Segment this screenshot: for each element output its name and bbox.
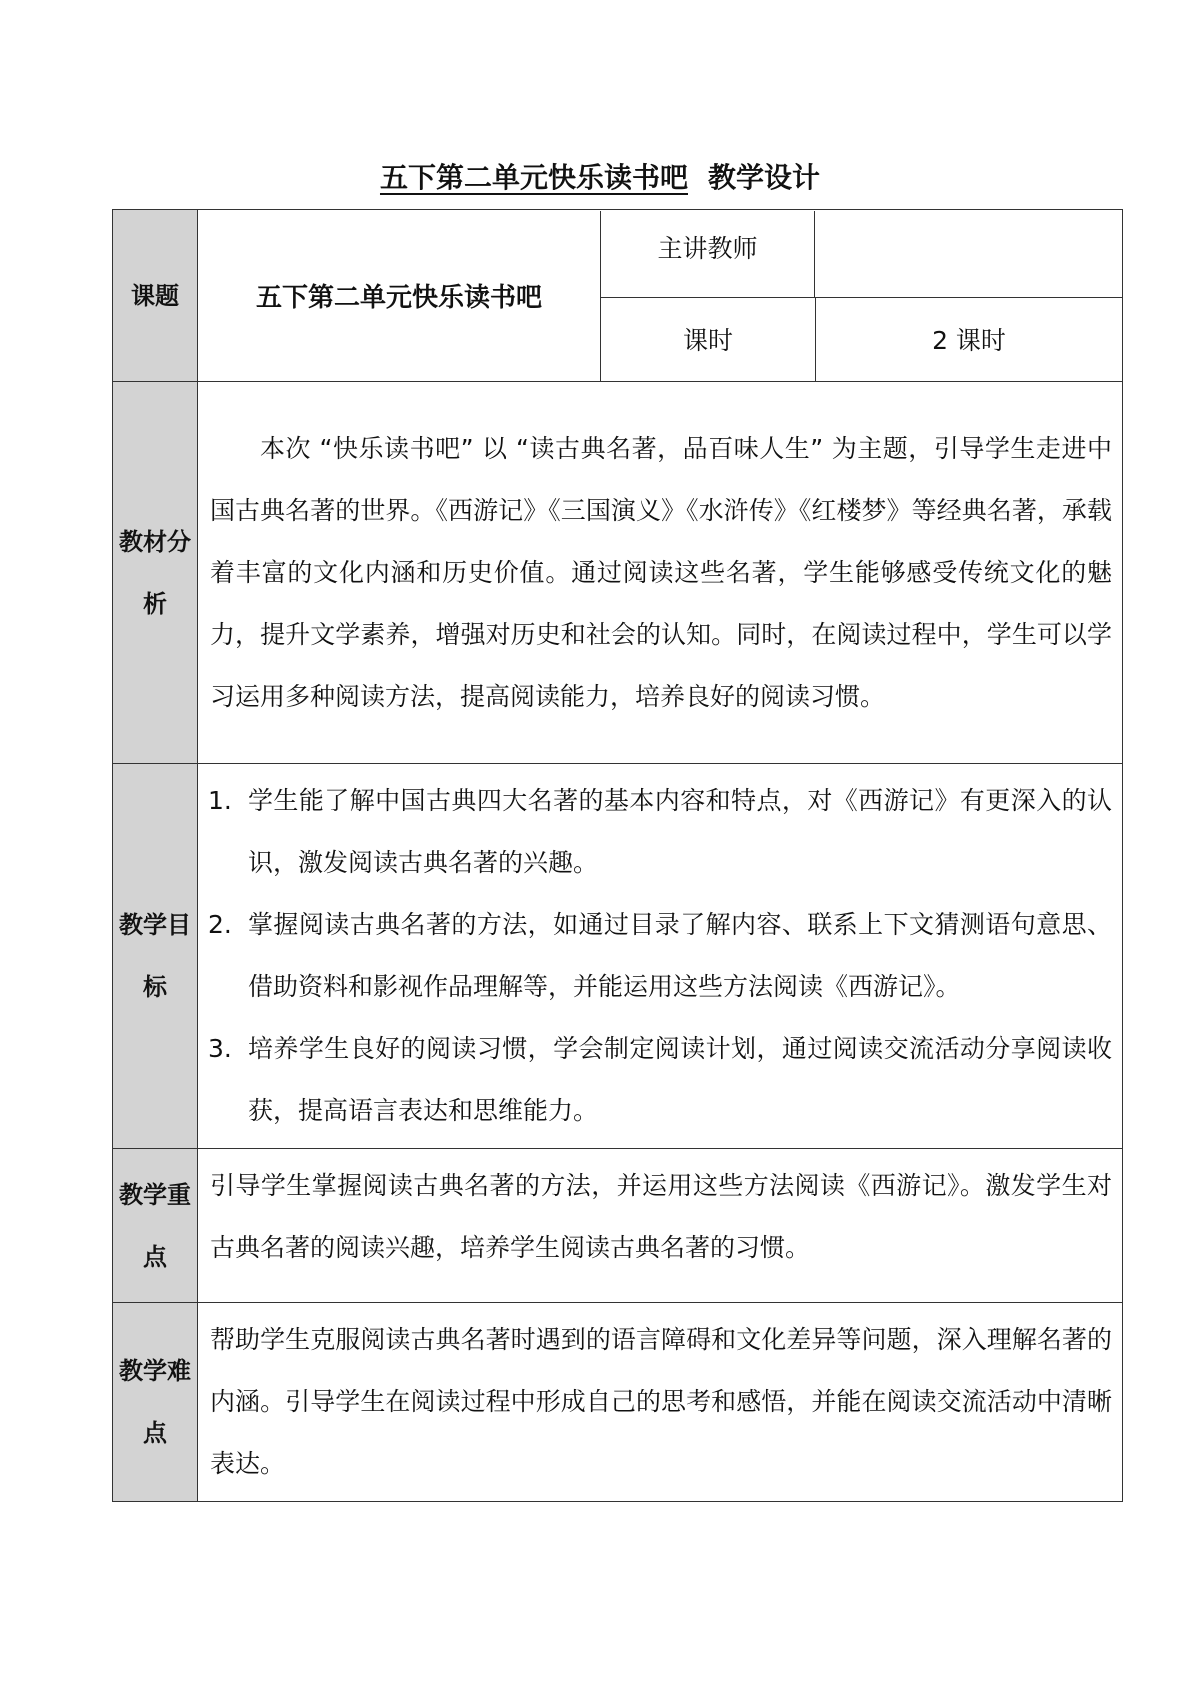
difficulties-text: 帮助学生克服阅读古典名著时遇到的语言障碍和文化差异等问题，深入理解名著的内涵。引导学生在阅读过程中形成自己的思考和感悟，并能在阅读交流活动中清晰表达。 <box>210 1325 1112 1478</box>
period-label: 课时 <box>601 298 816 381</box>
topic-name: 五下第二单元快乐读书吧 <box>198 211 601 381</box>
goal-item <box>208 1018 1112 1142</box>
row-topic <box>113 210 1123 382</box>
topic-cell <box>198 210 1123 382</box>
goal-item <box>208 770 1112 894</box>
row-analysis <box>113 382 1123 764</box>
analysis-text: 本次 “快乐读书吧” 以 “读古典名著，品百味人生” 为主题，引导学生走进中国古典名著的世界。《西游记》《三国演义》《水浒传》《红楼梦》等经典名著，承载着丰富的文化内涵和历史价值。通过阅读这些名著，学生能够感受传统文化的魅力，提升文学素养，增强对历史和社会的认知。同时，在阅读过程中，学生可以学习运用多种阅读方法，提高阅读能力，培养良好的阅读习惯。 <box>210 433 1112 711</box>
title-underlined: 五下第二单元快乐读书吧 <box>379 161 688 194</box>
goal-item <box>208 894 1112 1018</box>
teacher-value <box>815 211 1122 297</box>
label-goals: 教学目标 <box>113 764 198 1149</box>
key-points-text: 引导学生掌握阅读古典名著的方法，并运用这些方法阅读《西游记》。激发学生对古典名著的阅读兴趣，培养学生阅读古典名著的习惯。 <box>210 1171 1112 1262</box>
goal-text: 掌握阅读古典名著的方法，如通过目录了解内容、联系上下文猜测语句意思、借助资料和影视作品理解等，并能运用这些方法阅读《西游记》。 <box>248 910 1112 1001</box>
row-goals <box>113 764 1123 1149</box>
goal-text: 培养学生良好的阅读习惯，学会制定阅读计划，通过阅读交流活动分享阅读收获，提高语言表达和思维能力。 <box>248 1034 1112 1125</box>
period-row <box>601 298 1122 381</box>
teacher-label: 主讲教师 <box>601 211 815 297</box>
lesson-plan-table <box>112 209 1123 1502</box>
title-rest: 教学设计 <box>708 161 821 194</box>
teacher-row <box>601 211 1122 298</box>
label-difficulties: 教学难点 <box>113 1303 198 1502</box>
period-value: 2 课时 <box>932 326 1006 355</box>
label-analysis: 教材分析 <box>113 382 198 764</box>
goal-number: 2. <box>208 910 232 939</box>
row-difficulties <box>113 1303 1123 1502</box>
label-key-points: 教学重点 <box>113 1149 198 1303</box>
goal-text: 学生能了解中国古典四大名著的基本内容和特点，对《西游记》有更深入的认识，激发阅读古典名著的兴趣。 <box>248 786 1112 877</box>
goal-number: 1. <box>208 786 232 815</box>
goal-number: 3. <box>208 1034 232 1063</box>
label-topic: 课题 <box>113 210 198 382</box>
row-key-points <box>113 1149 1123 1303</box>
document-title <box>0 158 1200 198</box>
